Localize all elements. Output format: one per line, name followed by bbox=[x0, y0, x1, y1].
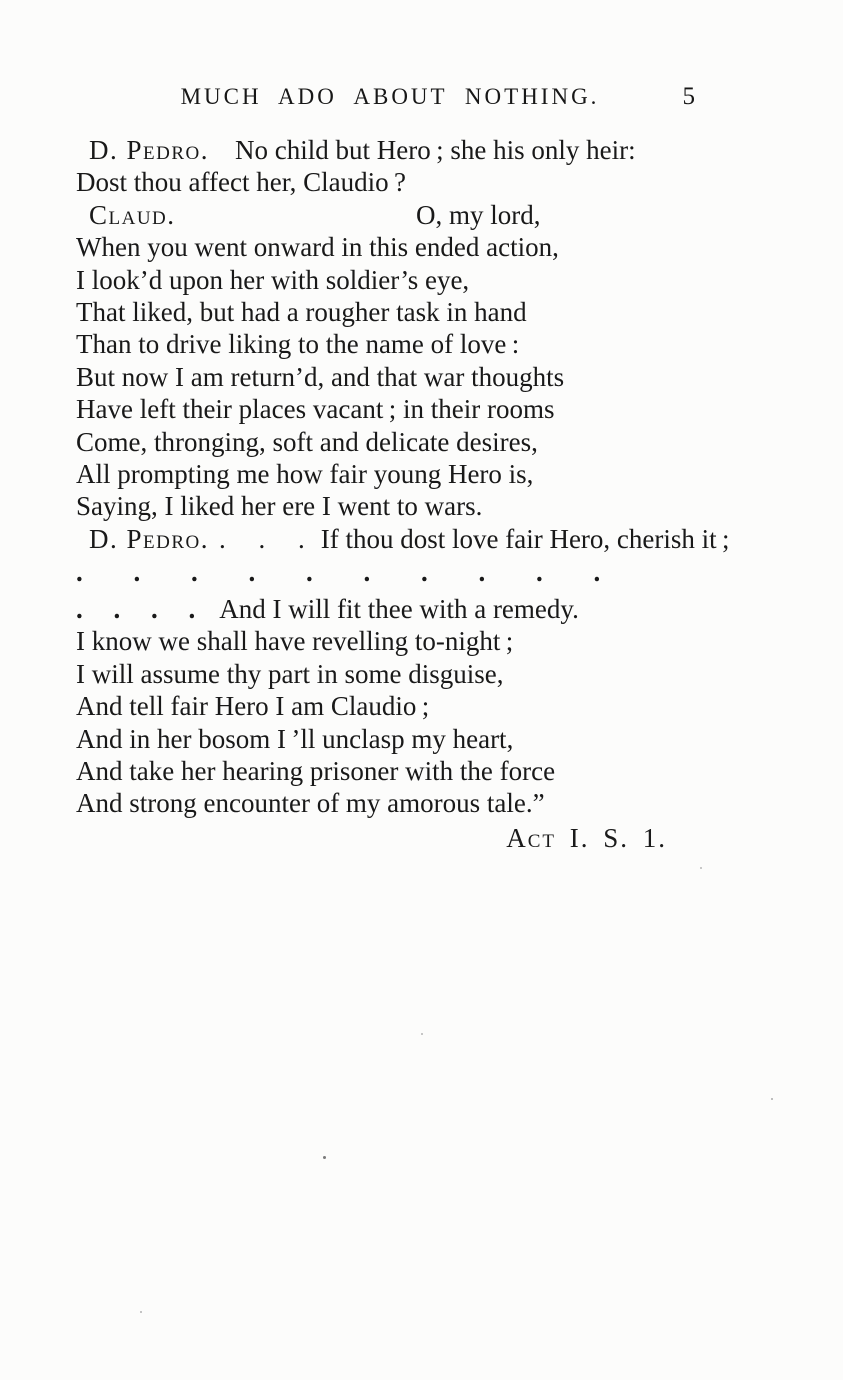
verse-line: That liked, but had a rougher task in hand bbox=[76, 296, 527, 327]
speaker-name: D. Pedro. bbox=[89, 523, 209, 554]
scan-speck bbox=[323, 1156, 326, 1159]
omission-dot-row: . . . . . . . . . . bbox=[76, 557, 601, 588]
verse-line: But now I am return’d, and that war thoughts bbox=[76, 361, 565, 392]
speech-line-pedro-1 bbox=[76, 134, 793, 166]
scan-speck bbox=[700, 867, 702, 869]
verse-line: Have left their places vacant ; in their rooms bbox=[76, 394, 555, 425]
scan-speck bbox=[421, 1033, 423, 1035]
page-header bbox=[0, 84, 843, 116]
scan-speck bbox=[771, 1098, 773, 1100]
speech-line-pedro-2 bbox=[76, 523, 793, 555]
verse-line: And take her hearing prisoner with the force bbox=[76, 756, 556, 787]
scan-speck bbox=[140, 1311, 142, 1313]
verse-text: And I will fit thee with a remedy. bbox=[219, 594, 579, 625]
verse-text-block bbox=[76, 134, 793, 854]
verse-line: Come, thronging, soft and delicate desires, bbox=[76, 426, 538, 457]
verse-line: Than to drive liking to the name of love : bbox=[76, 329, 520, 360]
verse-text: No child but Hero ; she his only heir: bbox=[235, 135, 636, 165]
verse-line: And strong encounter of my amorous tale.” bbox=[76, 788, 545, 819]
speaker-name: Claud. bbox=[89, 199, 176, 230]
running-title: MUCH ADO ABOUT NOTHING. bbox=[180, 84, 600, 109]
verse-line: All prompting me how fair young Hero is, bbox=[76, 458, 534, 489]
verse-line: When you went onward in this ended action, bbox=[76, 232, 559, 263]
act-scene-citation: Act I. S. 1. bbox=[506, 822, 667, 853]
verse-line: And in her bosom I ’ll unclasp my heart, bbox=[76, 723, 514, 754]
verse-line: I look’d upon her with soldier’s eye, bbox=[76, 264, 470, 295]
speech-line-claudio bbox=[76, 199, 793, 231]
page-number: 5 bbox=[682, 83, 695, 110]
ellipsis-dots: . . . . bbox=[76, 594, 196, 625]
verse-text: If thou dost love fair Hero, cherish it ; bbox=[320, 523, 730, 554]
speaker-name: D. Pedro. bbox=[89, 135, 209, 165]
verse-line: And tell fair Hero I am Claudio ; bbox=[76, 691, 430, 722]
verse-line bbox=[76, 593, 793, 625]
verse-line: Dost thou affect her, Claudio ? bbox=[76, 167, 406, 198]
ellipsis-dots: . . . bbox=[219, 523, 305, 554]
verse-line: Saying, I liked her ere I went to wars. bbox=[76, 491, 483, 522]
verse-text: O, my lord, bbox=[416, 199, 541, 230]
verse-line: I will assume thy part in some disguise, bbox=[76, 658, 504, 689]
verse-line: I know we shall have revelling to-night ; bbox=[76, 626, 514, 657]
